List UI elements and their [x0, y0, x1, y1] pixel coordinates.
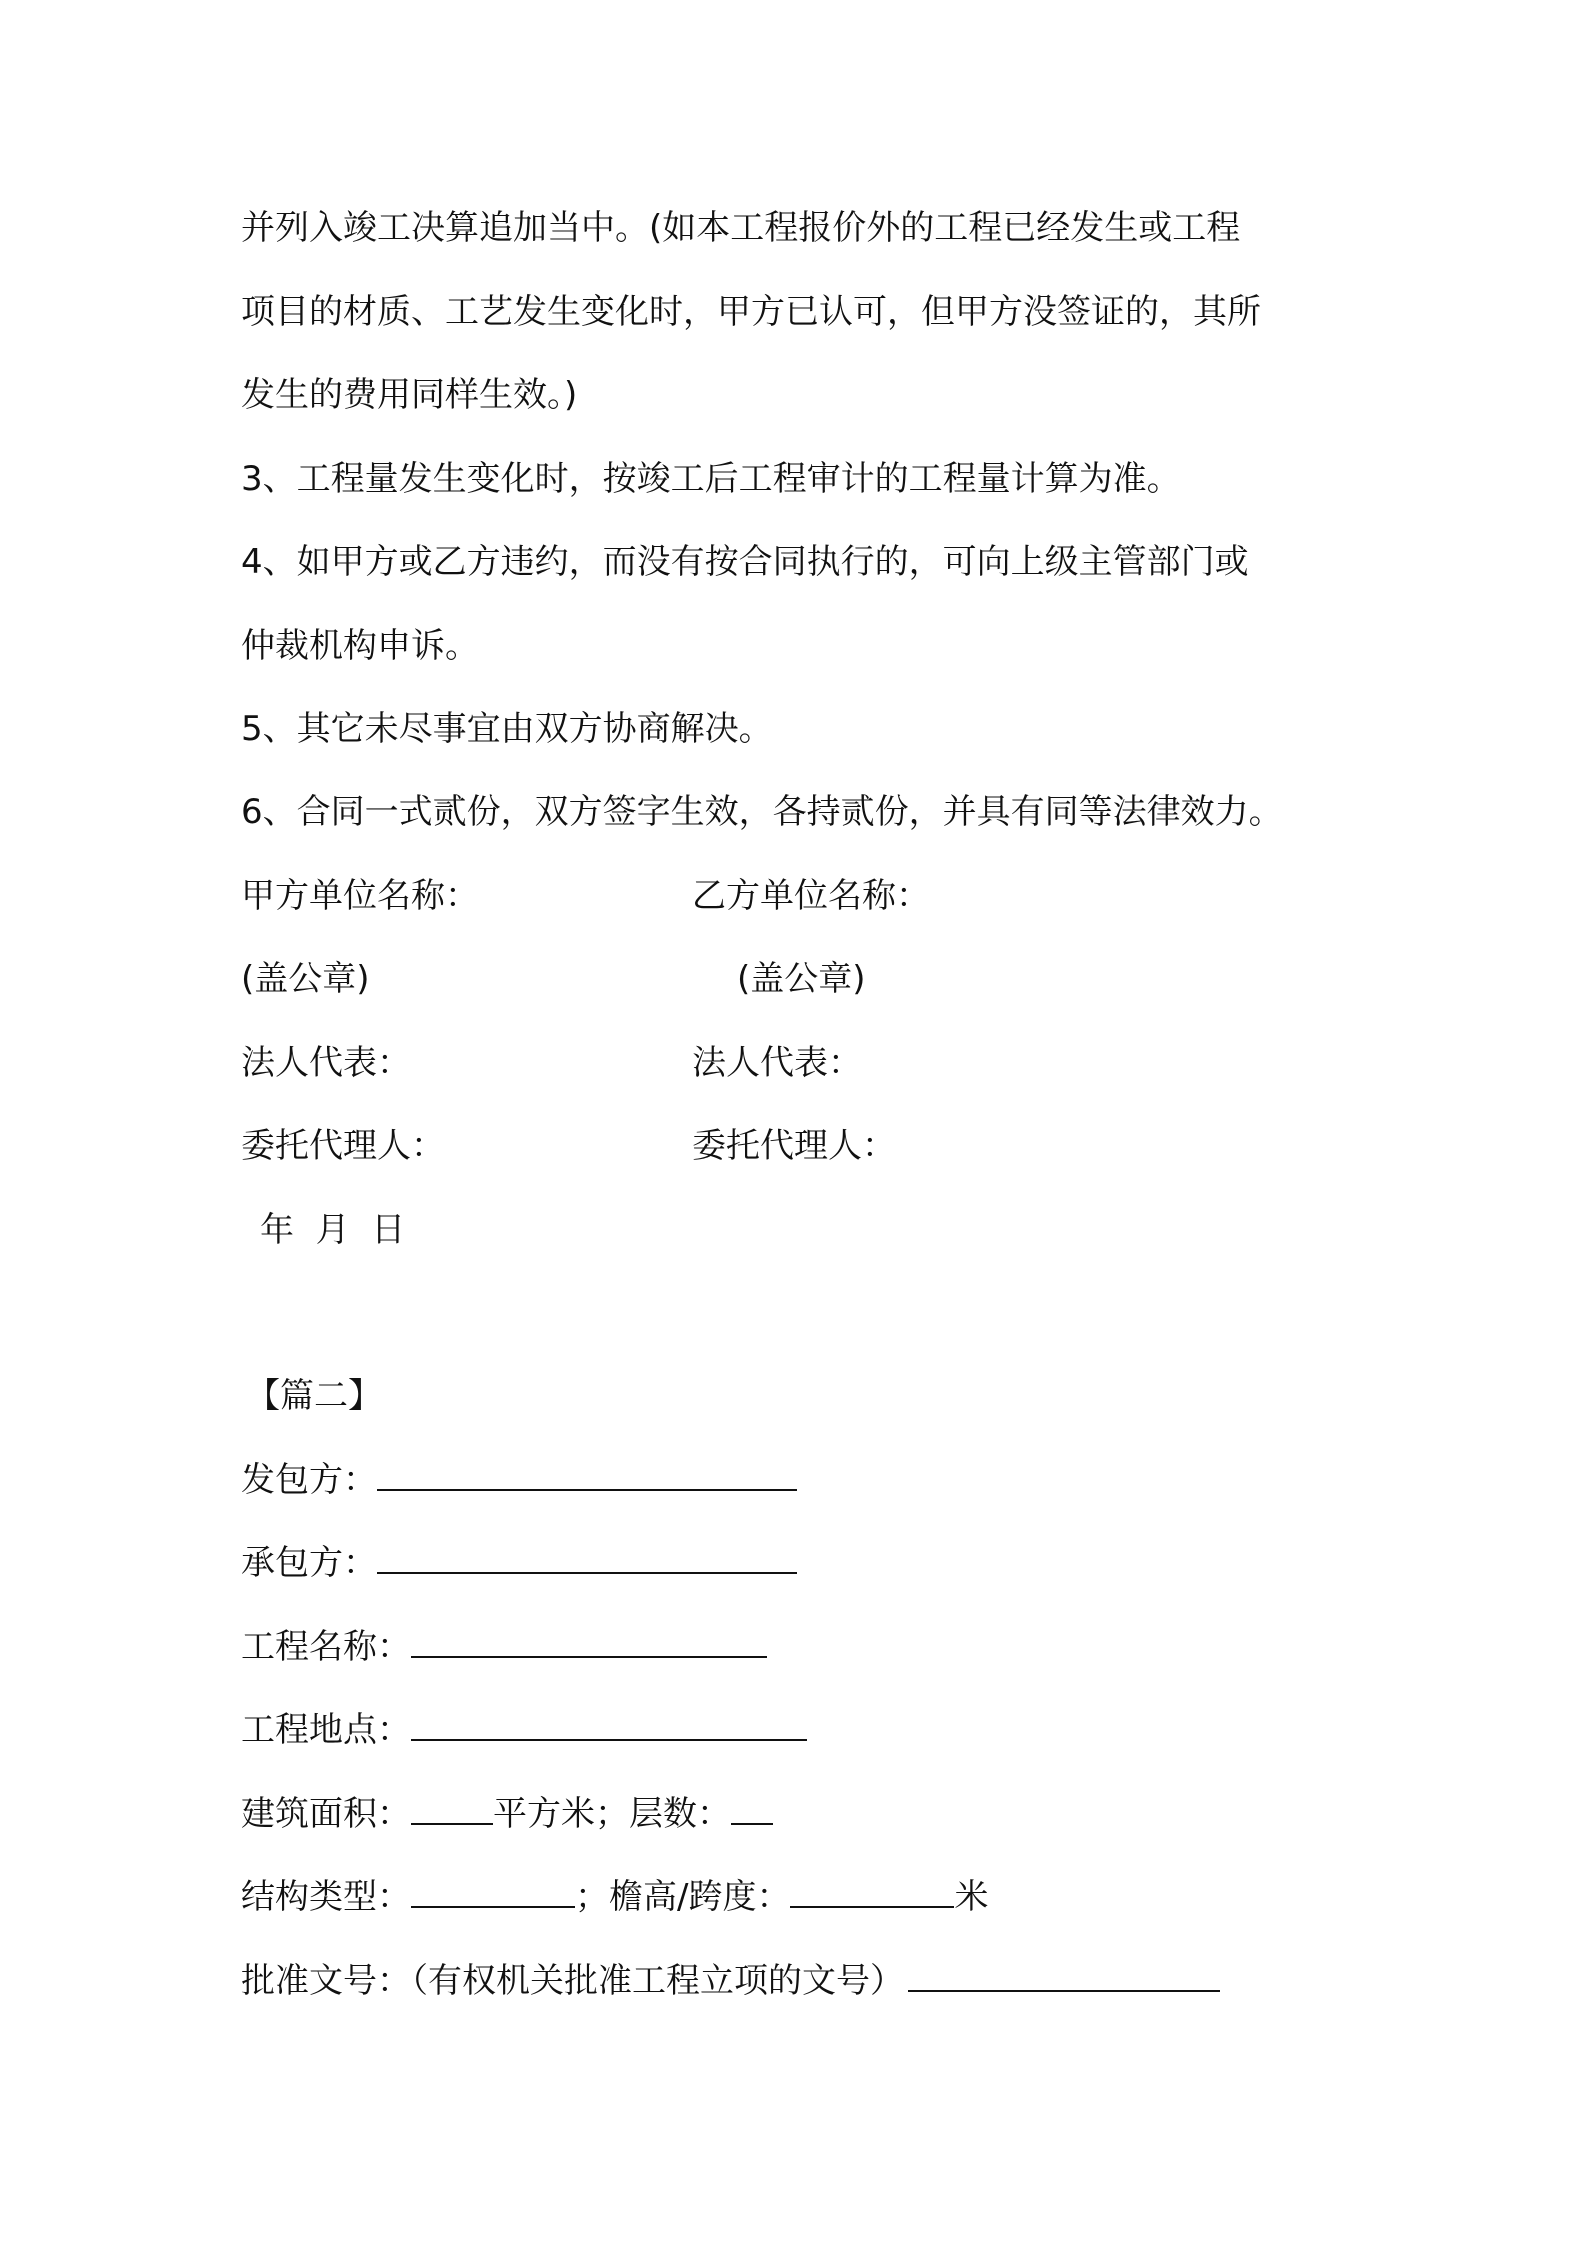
paragraph-line: 并列入竣工决算追加当中。(如本工程报价外的工程已经发生或工程 — [241, 208, 1241, 248]
contractor-blank[interactable] — [377, 1542, 797, 1574]
date-line: 年 月 日 — [260, 1210, 406, 1250]
project-location-blank[interactable] — [411, 1709, 807, 1741]
floors-blank[interactable] — [731, 1793, 773, 1825]
approval-row — [241, 1959, 1226, 2003]
party-b-seal: (盖公章) — [737, 959, 866, 999]
structure-label: 结构类型： — [241, 1877, 411, 1917]
approval-blank[interactable] — [908, 1960, 1220, 1992]
structure-row — [241, 1875, 988, 1919]
party-b-agent-label: 委托代理人： — [692, 1126, 896, 1166]
contractor-label: 承包方： — [241, 1543, 377, 1583]
area-unit: 平方米；层数： — [493, 1794, 731, 1834]
contractor-row — [241, 1541, 803, 1585]
party-a-rep-label: 法人代表： — [241, 1043, 411, 1083]
eave-label: ；檐高/跨度： — [575, 1877, 791, 1917]
area-row — [241, 1792, 779, 1836]
employer-label: 发包方： — [241, 1460, 377, 1500]
approval-label: 批准文号：（有权机关批准工程立项的文号） — [241, 1961, 904, 2001]
area-label: 建筑面积： — [241, 1794, 411, 1834]
clause-5: 5、其它未尽事宜由双方协商解决。 — [241, 709, 773, 749]
project-name-label: 工程名称： — [241, 1627, 411, 1667]
employer-row — [241, 1458, 803, 1502]
party-a-name-label: 甲方单位名称： — [241, 876, 479, 916]
structure-blank[interactable] — [411, 1876, 575, 1908]
project-name-row — [241, 1625, 773, 1669]
project-name-blank[interactable] — [411, 1626, 767, 1658]
employer-blank[interactable] — [377, 1459, 797, 1491]
party-b-name-label: 乙方单位名称： — [692, 876, 930, 916]
section-heading: 【篇二】 — [246, 1376, 382, 1416]
party-a-seal: (盖公章) — [241, 959, 370, 999]
party-a-agent-label: 委托代理人： — [241, 1126, 445, 1166]
paragraph-line: 发生的费用同样生效。) — [241, 375, 578, 415]
project-location-label: 工程地点： — [241, 1710, 411, 1750]
paragraph-line: 项目的材质、工艺发生变化时，甲方已认可，但甲方没签证的，其所 — [241, 292, 1261, 332]
clause-3: 3、工程量发生变化时，按竣工后工程审计的工程量计算为准。 — [241, 459, 1181, 499]
clause-4-line2: 仲裁机构申诉。 — [241, 626, 479, 666]
clause-4-line1: 4、如甲方或乙方违约，而没有按合同执行的，可向上级主管部门或 — [241, 542, 1249, 582]
project-location-row — [241, 1708, 813, 1752]
eave-blank[interactable] — [790, 1876, 954, 1908]
party-b-rep-label: 法人代表： — [692, 1043, 862, 1083]
eave-unit: 米 — [954, 1877, 989, 1917]
clause-6: 6、合同一式贰份，双方签字生效，各持贰份，并具有同等法律效力。 — [241, 792, 1283, 832]
area-blank[interactable] — [411, 1793, 493, 1825]
